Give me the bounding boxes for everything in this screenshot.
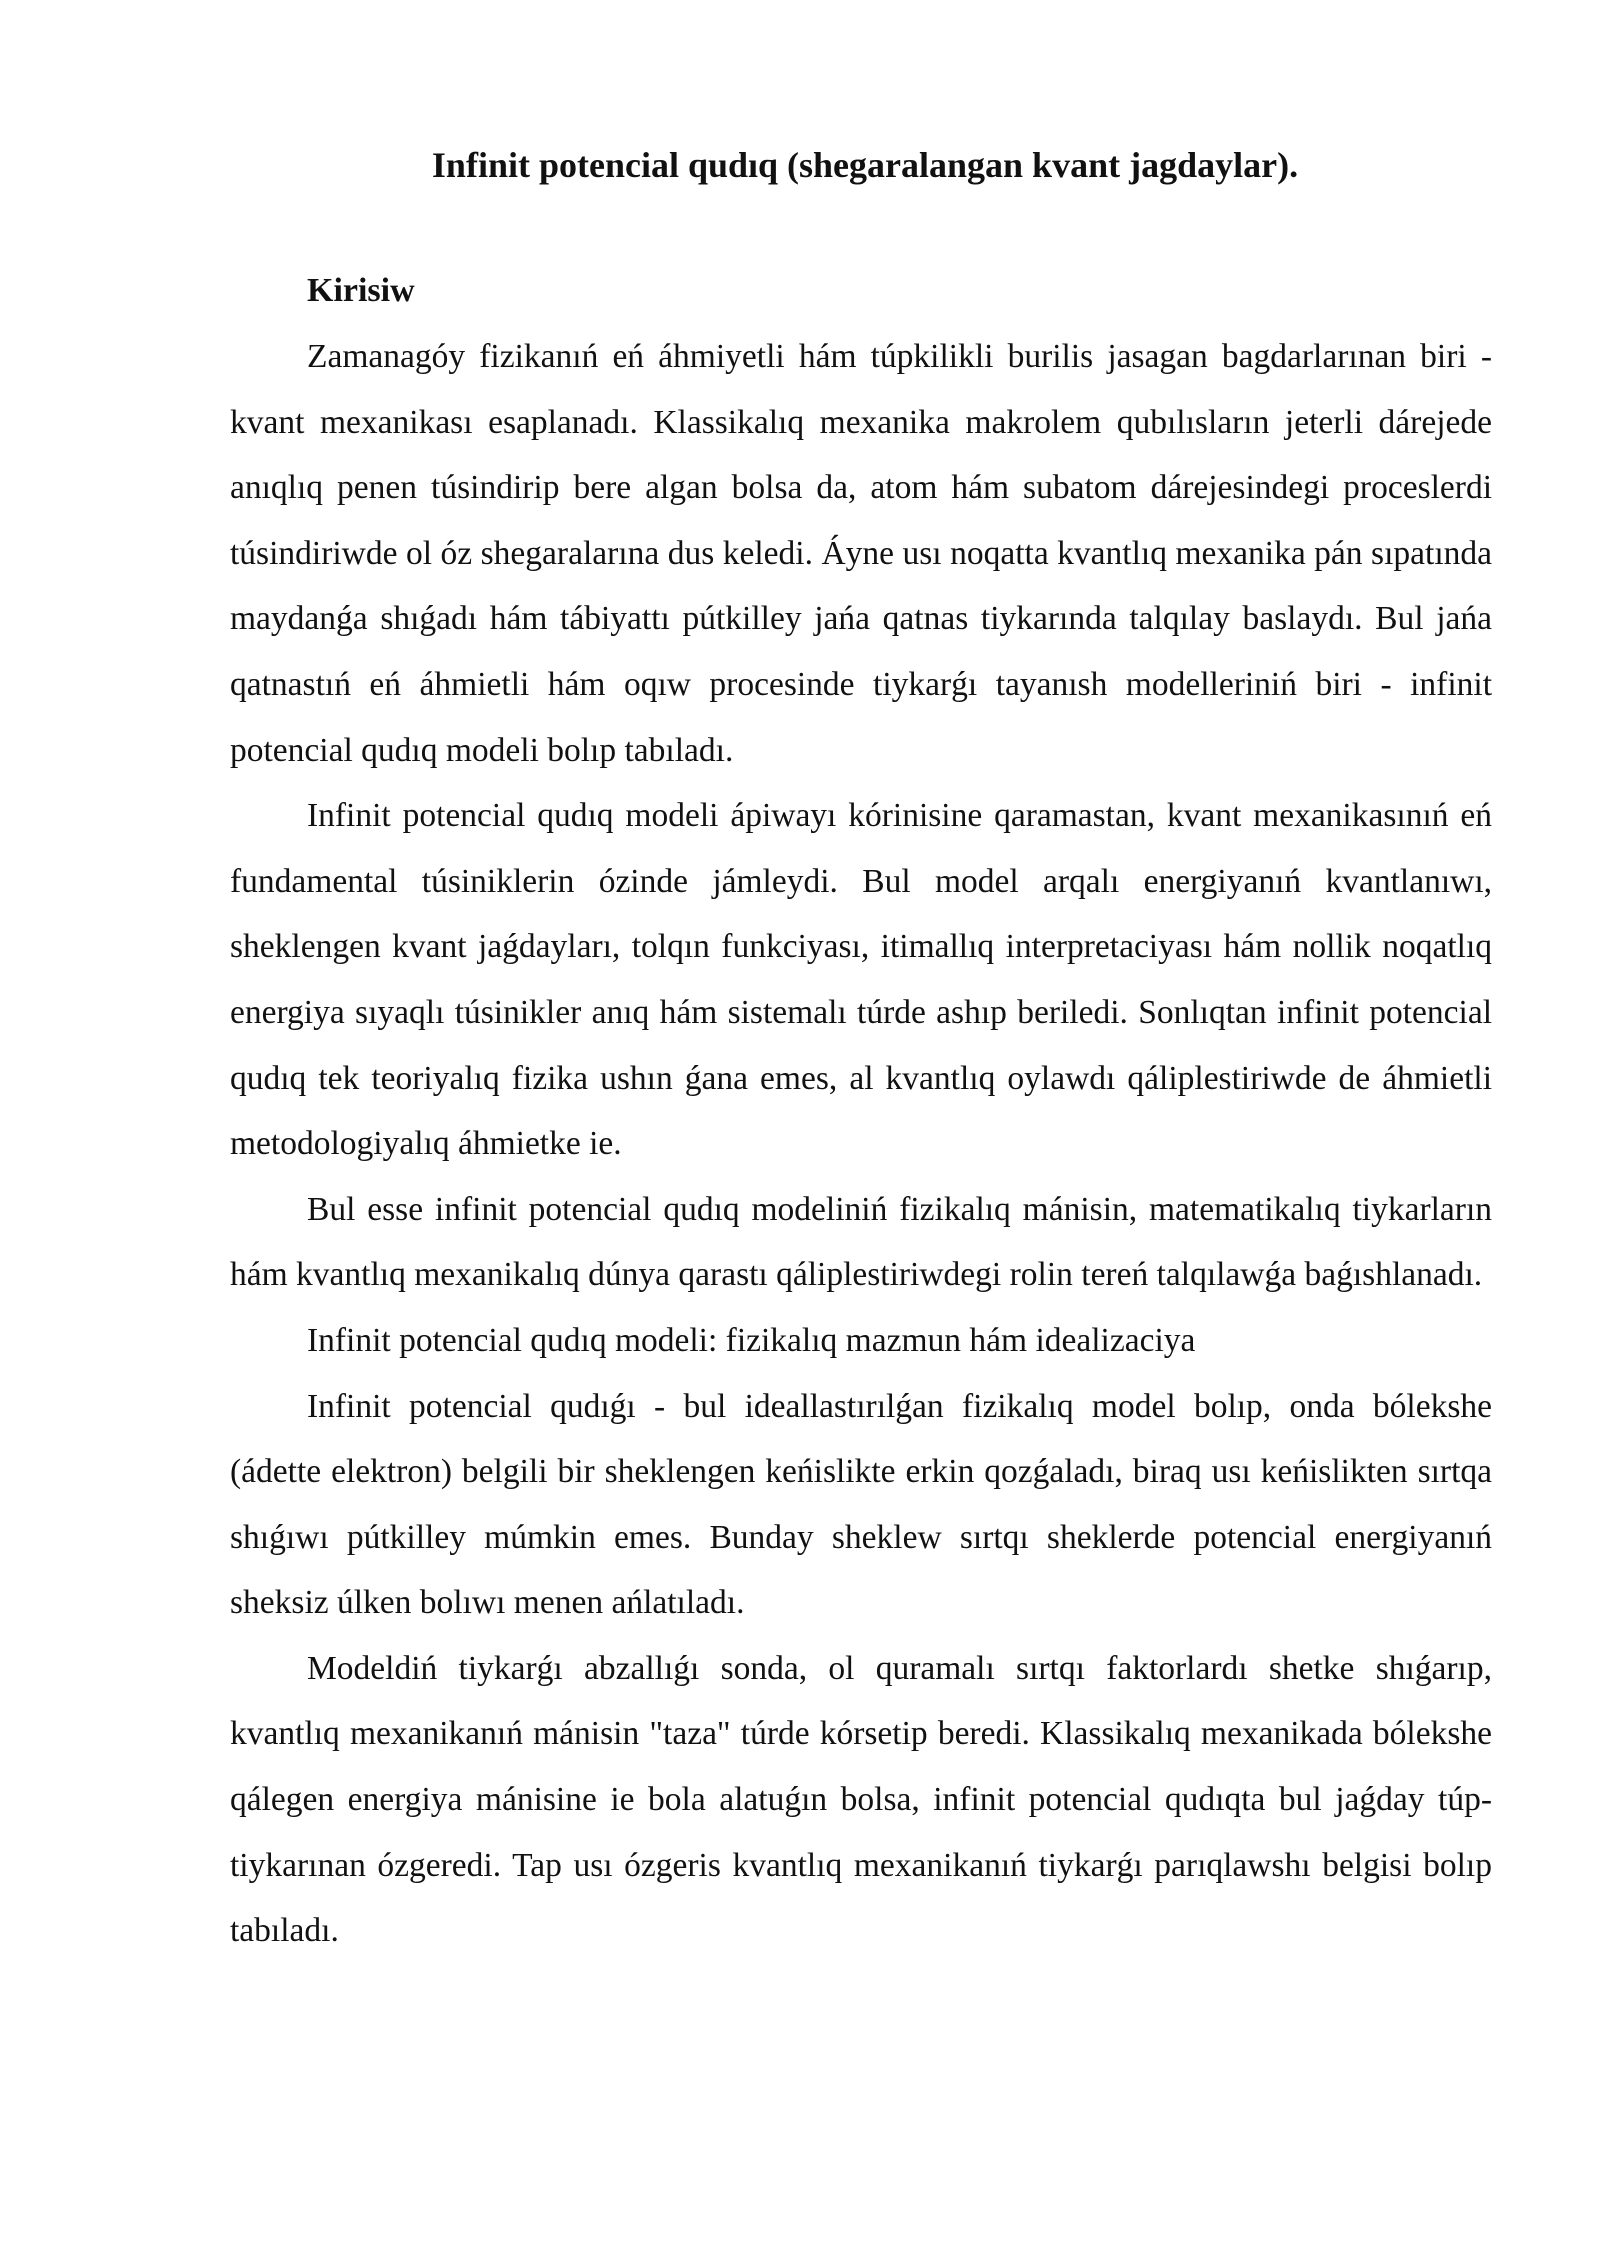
paragraph-3: Bul esse infinit potencial qudıq modeliniń fizikalıq mánisin, matematikalıq tiykarların hám kvantlıq mexanikalıq dúnya qarastı qáliplestiriwdegi rolin tereń talqılawǵa baǵıshlanadı. bbox=[230, 1190, 1492, 1294]
document-title: Infinit potencial qudıq (shegaralangan kvant jagdaylar). bbox=[431, 145, 1299, 185]
section-heading-introduction: Kirisiw bbox=[307, 272, 415, 309]
paragraph-2: Infinit potencial qudıq modeli ápiwayı kórinisine qaramastan, kvant mexanikasınıń eń fundamental túsiniklerin ózinde jámleydi. Bul model arqalı energiyanıń kvantlanıwı, sheklengen kvant jaǵdayları, tolqın funkciyası, itimallıq interpretaciyası hám nollik noqatlıq energiya sıyaqlı túsinikler anıq hám sistemalı túrde ashıp beriledi. Sonlıqtan infinit potencial qudıq tek teoriyalıq fizika ushın ǵana emes, al kvantlıq oylawdı qáliplestiriwde de áhmietli metodologiyalıq áhmietke ie. bbox=[230, 797, 1492, 1163]
document-page bbox=[230, 132, 1492, 1964]
subheading-model: Infinit potencial qudıq modeli: fizikalıq mazmun hám idealizaciya bbox=[307, 1321, 1196, 1359]
paragraph-5: Modeldiń tiykarǵı abzallıǵı sonda, ol quramalı sırtqı faktorlardı shetke shıǵarıp, kvantlıq mexanikanıń mánisin "taza" túrde kórsetip beredi. Klassikalıq mexanikada bólekshe qálegen energiya mánisine ie bola alatuǵın bolsa, infinit potencial qudıqta bul jaǵday túp-tiykarınan ózgeredi. Tap usı ózgeris kvantlıq mexanikanıń tiykarǵı parıqlawshı belgisi bolıp tabıladı. bbox=[230, 1649, 1492, 1950]
paragraph-1: Zamanagóy fizikanıń eń áhmiyetli hám túpkilikli burilis jasagan bagdarlarınan biri - kvant mexanikası esaplanadı. Klassikalıq mexanika makrolem qubılısların jeterli dárejede anıqlıq penen túsindirip bere algan bolsa da, atom hám subatom dárejesindegi proceslerdi túsindiriwde ol óz shegaralarına dus keledi. Áyne usı noqatta kvantlıq mexanika pán sıpatında maydanǵa shıǵadı hám tábiyattı pútkilley jańa qatnas tiykarında talqılay baslaydı. Bul jańa qatnastıń eń áhmietli hám oqıw procesinde tiykarǵı tayanısh modelleriniń biri - infinit potencial qudıq modeli bolıp tabıladı. bbox=[230, 338, 1492, 769]
paragraph-4: Infinit potencial qudıǵı - bul ideallastırılǵan fizikalıq model bolıp, onda bólekshe (ádette elektron) belgili bir sheklengen keńislikte erkin qozǵaladı, biraq usı keńislikten sırtqa shıǵıwı pútkilley múmkin emes. Bunday sheklew sırtqı sheklerde potencial energiyanıń sheksiz úlken bolıwı menen ańlatıladı. bbox=[230, 1387, 1492, 1622]
